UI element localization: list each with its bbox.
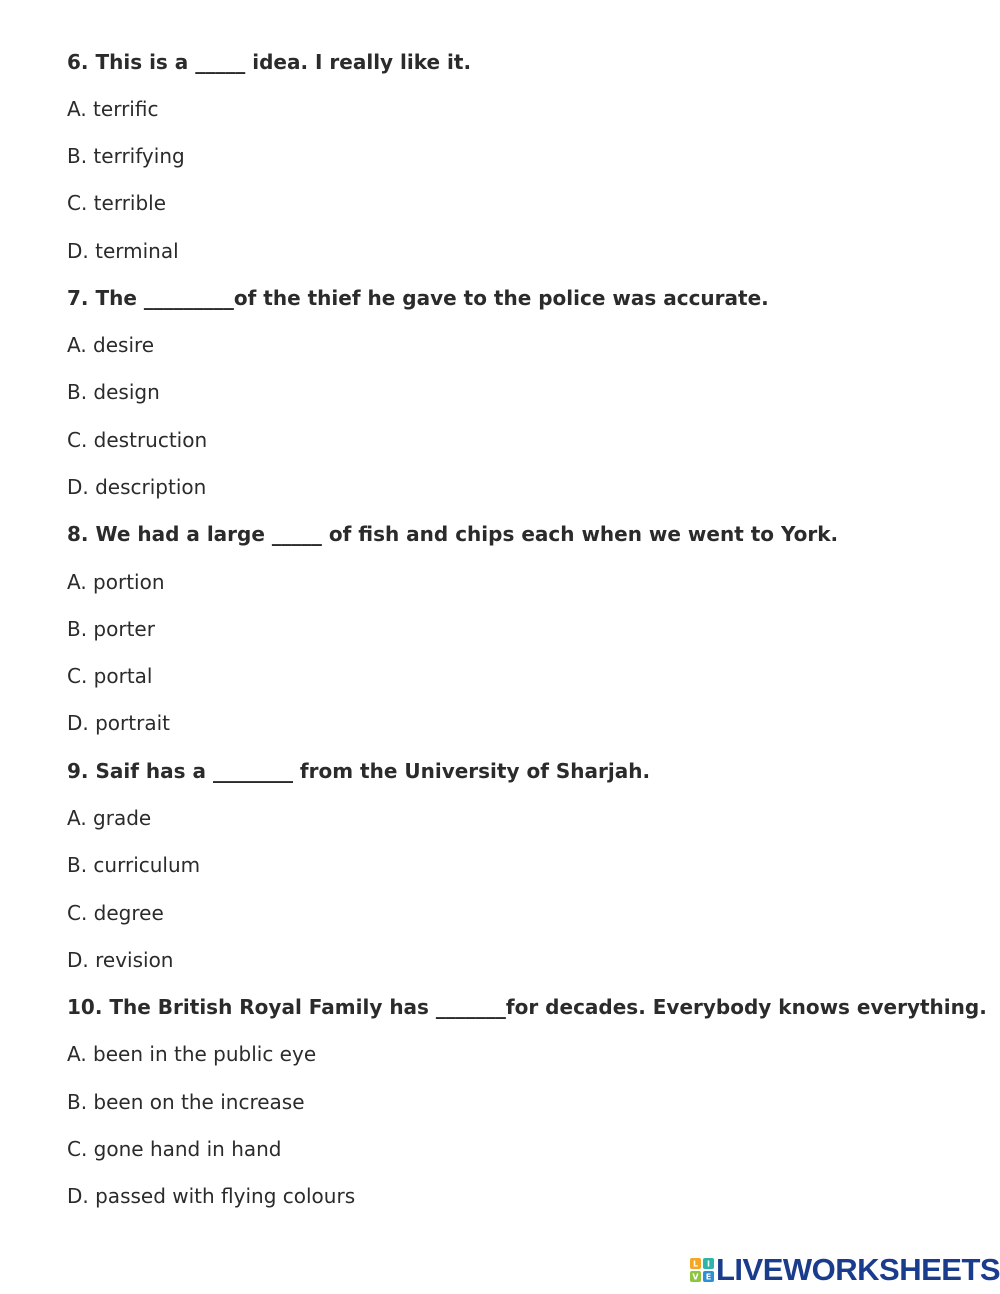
svg-text:V: V <box>692 1272 699 1282</box>
option-9c: C. degree <box>67 901 164 925</box>
svg-text:L: L <box>692 1259 699 1269</box>
option-6d: D. terminal <box>67 239 179 263</box>
question-7: 7. The _________of the thief he gave to the police was accurate. <box>67 286 769 310</box>
logo-text: LIVEWORKSHEETS <box>716 1252 1000 1287</box>
option-8d: D. portrait <box>67 711 170 735</box>
svg-text:I: I <box>707 1259 710 1269</box>
option-10c: C. gone hand in hand <box>67 1137 282 1161</box>
question-6: 6. This is a _____ idea. I really like it. <box>67 50 472 74</box>
option-10b: B. been on the increase <box>67 1090 305 1114</box>
liveworksheets-logo <box>690 1253 1000 1287</box>
option-7b: B. design <box>67 380 160 404</box>
option-7c: C. destruction <box>67 428 208 452</box>
question-8: 8. We had a large _____ of fish and chips each when we went to York. <box>67 522 839 546</box>
option-6b: B. terrifying <box>67 144 185 168</box>
option-10d: D. passed with flying colours <box>67 1184 356 1208</box>
option-8b: B. porter <box>67 617 155 641</box>
option-9a: A. grade <box>67 806 152 830</box>
option-6c: C. terrible <box>67 191 167 215</box>
option-8c: C. portal <box>67 664 153 688</box>
option-7d: D. description <box>67 475 207 499</box>
option-7a: A. desire <box>67 333 155 357</box>
live-blocks-icon <box>690 1258 714 1282</box>
option-9b: B. curriculum <box>67 853 201 877</box>
question-10: 10. The British Royal Family has _______for decades. Everybody knows everything. <box>67 995 987 1019</box>
svg-text:E: E <box>705 1272 712 1282</box>
option-8a: A. portion <box>67 570 165 594</box>
question-9: 9. Saif has a ________ from the University of Sharjah. <box>67 759 651 783</box>
option-10a: A. been in the public eye <box>67 1042 317 1066</box>
option-9d: D. revision <box>67 948 174 972</box>
option-6a: A. terrific <box>67 97 159 121</box>
